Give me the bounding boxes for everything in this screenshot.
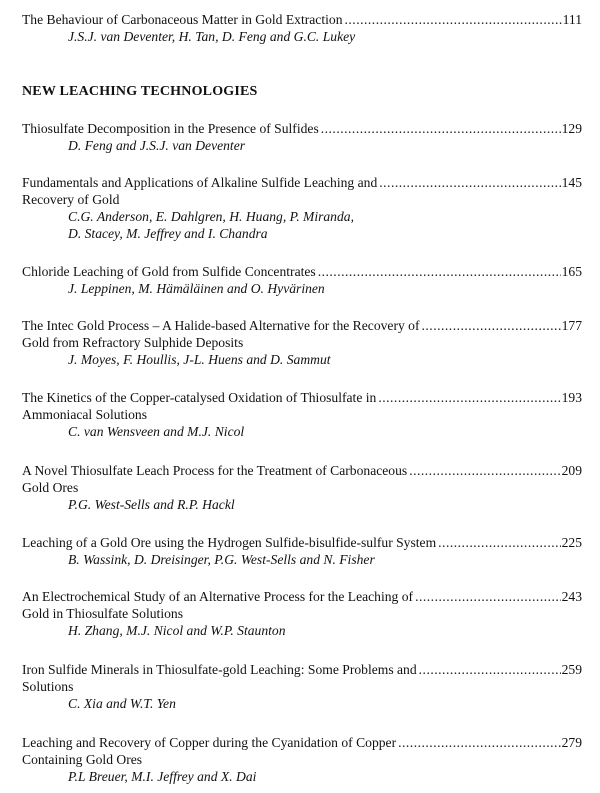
- toc-entry-authors: P.L Breuer, M.I. Jeffrey and X. Dai: [68, 769, 257, 784]
- toc-entry-copper-cyanidation: [22, 734, 582, 785]
- toc-entry-page-number: 111: [562, 12, 582, 27]
- dot-leader: [318, 263, 561, 280]
- toc-entry-page-number: 129: [561, 121, 582, 136]
- toc-entry-carbonaceous-matter: [22, 11, 582, 45]
- dot-leader: [438, 534, 560, 551]
- toc-entry-hydrogen-sulfide-system: [22, 534, 582, 568]
- toc-entry-title: An Electrochemical Study of an Alternative Process for the Leaching of: [22, 589, 414, 604]
- toc-entry-title-continuation: Gold Ores: [22, 480, 79, 495]
- toc-entry-authors: P.G. West-Sells and R.P. Hackl: [68, 497, 235, 512]
- toc-entry-title-continuation: Recovery of Gold: [22, 192, 120, 207]
- toc-entry-page-number: 145: [561, 175, 582, 190]
- toc-entry-title-row: [22, 734, 582, 751]
- toc-entry-title: A Novel Thiosulfate Leach Process for the Treatment of Carbonaceous: [22, 463, 408, 478]
- toc-entry-page-number: 177: [561, 318, 582, 333]
- toc-entry-title-row: [22, 661, 582, 678]
- toc-entry-title-continuation: Containing Gold Ores: [22, 752, 143, 767]
- toc-entry-title: Leaching and Recovery of Copper during the Cyanidation of Copper: [22, 735, 397, 750]
- toc-entry-page-number: 243: [561, 589, 582, 604]
- toc-entry-title: The Intec Gold Process – A Halide-based Alternative for the Recovery of: [22, 318, 420, 333]
- toc-entry-authors: H. Zhang, M.J. Nicol and W.P. Staunton: [68, 623, 286, 638]
- toc-entry-intec-gold-process: [22, 317, 582, 368]
- toc-entry-authors: C.G. Anderson, E. Dahlgren, H. Huang, P. Miranda,: [68, 209, 354, 224]
- dot-leader: [415, 588, 561, 605]
- toc-entry-title-continuation: Ammoniacal Solutions: [22, 407, 147, 422]
- dot-leader: [398, 734, 561, 751]
- dot-leader: [345, 11, 562, 28]
- toc-entry-alkaline-sulfide-leaching: [22, 174, 582, 242]
- toc-entry-title: The Behaviour of Carbonaceous Matter in Gold Extraction: [22, 12, 343, 27]
- toc-entry-title-continuation: Gold in Thiosulfate Solutions: [22, 606, 183, 621]
- toc-entry-authors-continuation: D. Stacey, M. Jeffrey and I. Chandra: [68, 226, 268, 241]
- toc-entry-authors: J. Leppinen, M. Hämäläinen and O. Hyvärinen: [68, 281, 325, 296]
- toc-entry-title-continuation: Gold from Refractory Sulphide Deposits: [22, 335, 244, 350]
- toc-entry-copper-catalysed-oxidation: [22, 389, 582, 440]
- toc-entry-electrochemical-study: [22, 588, 582, 639]
- toc-entry-authors: J. Moyes, F. Houllis, J-L. Huens and D. Sammut: [68, 352, 331, 367]
- dot-leader: [409, 462, 560, 479]
- dot-leader: [422, 317, 561, 334]
- toc-entry-title: Chloride Leaching of Gold from Sulfide Concentrates: [22, 264, 316, 279]
- toc-entry-title-row: [22, 174, 582, 191]
- toc-entry-authors: B. Wassink, D. Dreisinger, P.G. West-Sells and N. Fisher: [68, 552, 375, 567]
- toc-entry-title-row: [22, 11, 582, 28]
- toc-entry-title: The Kinetics of the Copper-catalysed Oxidation of Thiosulfate in: [22, 390, 377, 405]
- toc-entry-page-number: 279: [561, 735, 582, 750]
- toc-entry-chloride-leaching: [22, 263, 582, 297]
- toc-entry-title-row: [22, 263, 582, 280]
- toc-entry-novel-thiosulfate-leach: [22, 462, 582, 513]
- dot-leader: [321, 120, 561, 137]
- toc-entry-title-row: [22, 120, 582, 137]
- dot-leader: [419, 661, 561, 678]
- toc-entry-title: Fundamentals and Applications of Alkaline Sulfide Leaching and: [22, 175, 378, 190]
- toc-entry-title-row: [22, 389, 582, 406]
- toc-entry-authors: J.S.J. van Deventer, H. Tan, D. Feng and G.C. Lukey: [68, 29, 356, 44]
- toc-entry-page-number: 209: [561, 463, 582, 478]
- dot-leader: [378, 389, 560, 406]
- toc-entry-title-row: [22, 317, 582, 334]
- toc-entry-title-row: [22, 462, 582, 479]
- toc-entry-page-number: 193: [561, 390, 582, 405]
- toc-entry-title: Thiosulfate Decomposition in the Presence of Sulfides: [22, 121, 319, 136]
- toc-entry-title: Leaching of a Gold Ore using the Hydrogen Sulfide-bisulfide-sulfur System: [22, 535, 437, 550]
- toc-entry-thiosulfate-decomposition: [22, 120, 582, 154]
- section-heading: NEW LEACHING TECHNOLOGIES: [22, 84, 258, 99]
- toc-entry-authors: D. Feng and J.S.J. van Deventer: [68, 138, 246, 153]
- dot-leader: [379, 174, 560, 191]
- toc-entry-title-row: [22, 534, 582, 551]
- toc-entry-page-number: 225: [561, 535, 582, 550]
- toc-entry-title-continuation: Solutions: [22, 679, 74, 694]
- toc-entry-page-number: 165: [561, 264, 582, 279]
- toc-entry-authors: C. Xia and W.T. Yen: [68, 696, 176, 711]
- toc-entry-title: Iron Sulfide Minerals in Thiosulfate-gold Leaching: Some Problems and: [22, 662, 417, 677]
- toc-entry-page-number: 259: [561, 662, 582, 677]
- toc-entry-authors: C. van Wensveen and M.J. Nicol: [68, 424, 245, 439]
- toc-entry-title-row: [22, 588, 582, 605]
- toc-entry-iron-sulfide-minerals: [22, 661, 582, 712]
